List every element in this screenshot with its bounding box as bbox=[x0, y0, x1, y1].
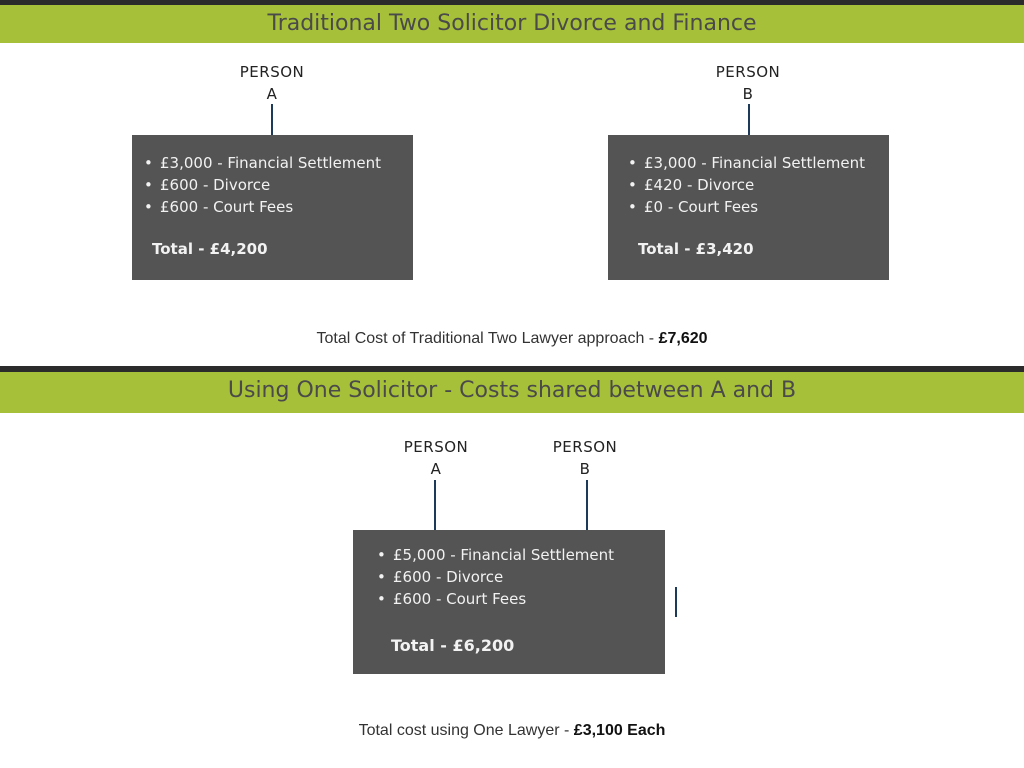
section-1-person-a-connector bbox=[271, 104, 273, 135]
cost-total-shared: Total - £6,200 bbox=[391, 636, 515, 655]
section-1-cost-box-a bbox=[132, 135, 413, 280]
section-2-person-b-connector bbox=[586, 480, 588, 530]
person-a-letter: A bbox=[266, 85, 278, 103]
summary-value: £7,620 bbox=[658, 330, 708, 347]
summary-text: Total cost using One Lawyer - bbox=[358, 722, 574, 739]
cost-item: • £600 - Divorce bbox=[371, 566, 665, 588]
cost-item: • £420 - Divorce bbox=[622, 174, 889, 196]
cost-item: • £600 - Divorce bbox=[138, 174, 413, 196]
cost-item: • £600 - Court Fees bbox=[371, 588, 665, 610]
section-1-person-b-label bbox=[688, 61, 808, 105]
cost-item: • £5,000 - Financial Settlement bbox=[371, 544, 665, 566]
cost-item: • £0 - Court Fees bbox=[622, 196, 889, 218]
person-a-word: PERSON bbox=[403, 438, 469, 456]
section-2-person-b-label bbox=[525, 436, 645, 480]
section-2-title: Using One Solicitor - Costs shared between A and B bbox=[0, 372, 1024, 413]
person-a-word: PERSON bbox=[239, 63, 305, 81]
section-2-summary bbox=[0, 722, 1024, 740]
stray-connector-mark bbox=[675, 587, 677, 617]
cost-list-shared bbox=[371, 544, 665, 610]
person-b-word: PERSON bbox=[552, 438, 618, 456]
cost-list-b bbox=[622, 152, 889, 218]
section-1-cost-box-b bbox=[608, 135, 889, 280]
section-1-title: Traditional Two Solicitor Divorce and Finance bbox=[0, 5, 1024, 43]
section-1-summary bbox=[0, 330, 1024, 348]
section-1-person-b-connector bbox=[748, 104, 750, 135]
cost-total-a: Total - £4,200 bbox=[152, 240, 268, 258]
cost-item: • £3,000 - Financial Settlement bbox=[622, 152, 889, 174]
person-b-letter: B bbox=[579, 460, 591, 478]
summary-value: £3,100 Each bbox=[573, 722, 666, 739]
person-a-letter: A bbox=[430, 460, 442, 478]
person-b-letter: B bbox=[742, 85, 754, 103]
section-2-person-a-label bbox=[376, 436, 496, 480]
cost-total-b: Total - £3,420 bbox=[638, 240, 754, 258]
section-2-person-a-connector bbox=[434, 480, 436, 530]
cost-item: • £600 - Court Fees bbox=[138, 196, 413, 218]
cost-list-a bbox=[138, 152, 413, 218]
section-2-cost-box bbox=[353, 530, 665, 674]
section-1-person-a-label bbox=[212, 61, 332, 105]
person-b-word: PERSON bbox=[715, 63, 781, 81]
cost-item: • £3,000 - Financial Settlement bbox=[138, 152, 413, 174]
summary-text: Total Cost of Traditional Two Lawyer approach - bbox=[316, 330, 659, 347]
